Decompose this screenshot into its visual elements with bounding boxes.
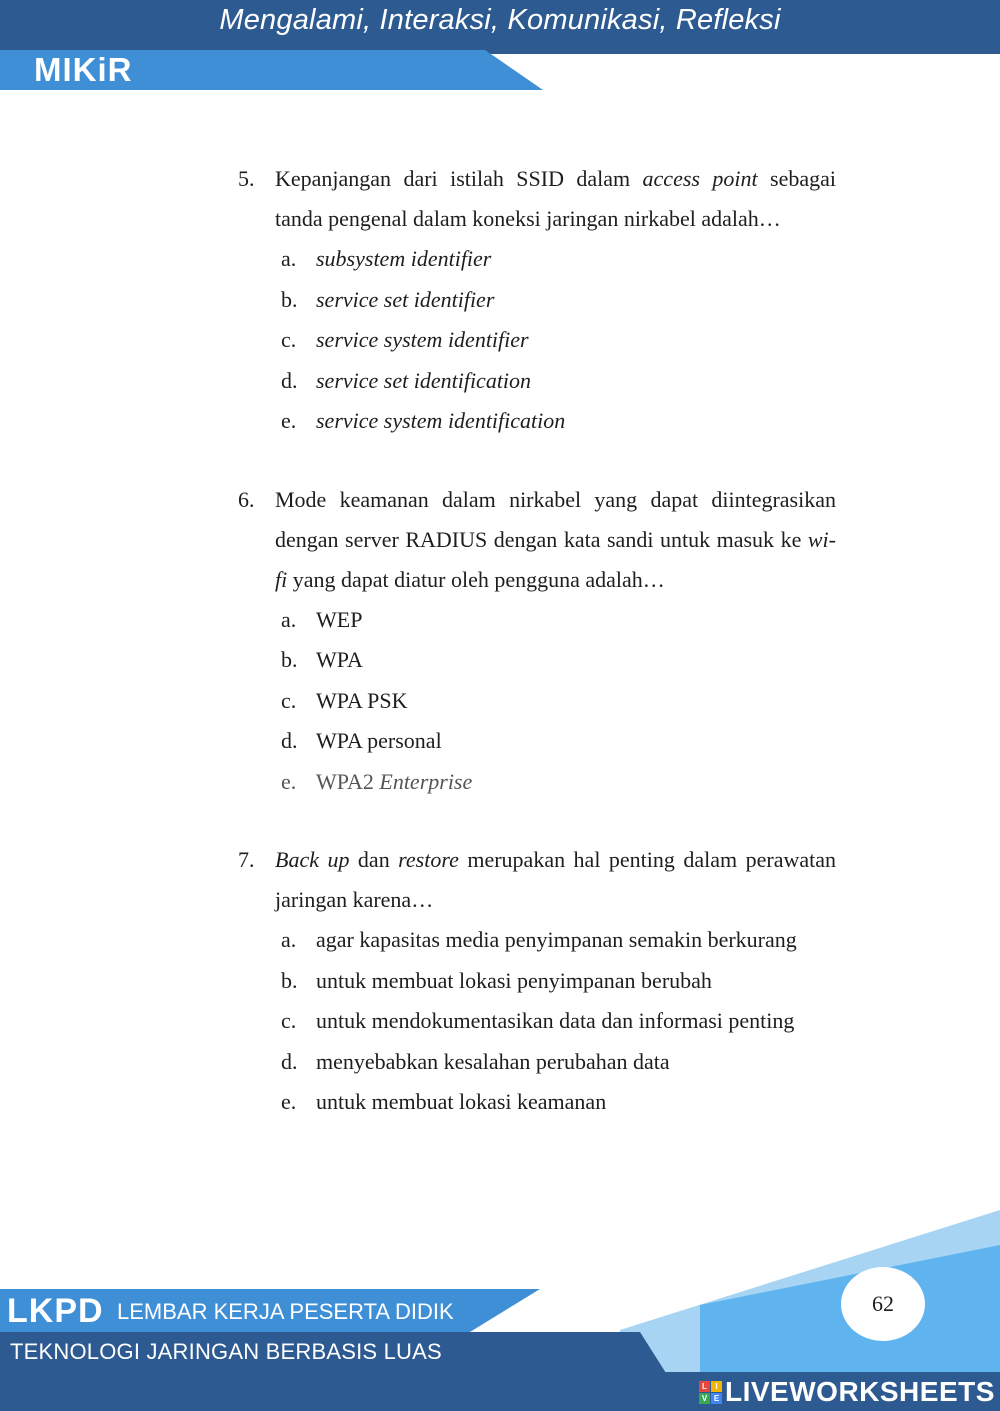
question-6	[238, 480, 836, 803]
option-letter: c.	[281, 687, 297, 713]
question-7	[238, 840, 836, 1123]
question-text-part: Mode keamanan dalam nirkabel yang dapat diintegrasikan dengan server RADIUS dengan kata sandi untuk masuk ke	[275, 486, 836, 552]
answer-option[interactable]	[238, 721, 836, 762]
section-label: MIKiR	[34, 51, 133, 88]
answer-option[interactable]	[238, 762, 836, 803]
question-text	[238, 159, 836, 239]
question-text	[238, 480, 836, 600]
question-text-part: Back up	[275, 847, 350, 872]
logo-tile: V	[699, 1393, 710, 1404]
lkpd-full-label: LEMBAR KERJA PESERTA DIDIK	[117, 1299, 454, 1324]
question-text-part: restore	[398, 847, 459, 872]
answer-option[interactable]	[238, 361, 836, 402]
answer-option[interactable]	[238, 1082, 836, 1123]
answer-option[interactable]	[238, 600, 836, 641]
option-letter: c.	[281, 327, 297, 352]
question-text-part: access point	[642, 166, 758, 191]
option-text: service system identifier	[316, 327, 529, 352]
header-tagline: Mengalami, Interaksi, Komunikasi, Refleksi	[219, 4, 781, 36]
question-text-part: wi-fi	[275, 526, 836, 592]
option-text: WEP	[316, 606, 363, 632]
answer-option[interactable]	[238, 401, 836, 442]
option-letter: d.	[281, 367, 298, 393]
option-text: WPA PSK	[316, 687, 408, 713]
option-text: subsystem identifier	[316, 246, 492, 271]
answer-option[interactable]	[238, 1001, 836, 1042]
answer-option[interactable]	[238, 961, 836, 1002]
option-letter: b.	[281, 967, 298, 993]
question-text	[238, 840, 836, 920]
option-text: service set identifier	[316, 286, 495, 312]
answer-option[interactable]	[238, 681, 836, 722]
option-text: WPA personal	[316, 728, 442, 753]
option-text: menyebabkan kesalahan perubahan data	[316, 1048, 670, 1074]
question-text-part: merupakan hal penting dalam perawatan jaringan karena…	[275, 847, 836, 912]
answer-options	[238, 600, 836, 803]
answer-option[interactable]	[238, 640, 836, 681]
liveworksheets-logo[interactable]	[699, 1376, 995, 1408]
option-letter: c.	[281, 1008, 297, 1033]
option-letter: d.	[281, 728, 298, 753]
logo-tile: I	[711, 1381, 722, 1392]
option-text: WPA2	[316, 768, 380, 794]
liveworksheets-icon	[699, 1381, 722, 1404]
option-text: service set identification	[316, 367, 532, 393]
question-number: 7.	[238, 847, 255, 872]
question-text-part: Kepanjangan dari istilah SSID dalam	[275, 166, 643, 191]
lkpd-label: LKPD	[7, 1292, 104, 1330]
question-text-part: sebagai tanda pengenal dalam koneksi jaringan nirkabel adalah…	[275, 166, 836, 231]
question-5	[238, 159, 836, 442]
option-text: untuk membuat lokasi penyimpanan berubah	[316, 967, 712, 993]
answer-options	[238, 239, 836, 442]
liveworksheets-text: LIVEWORKSHEETS	[725, 1376, 995, 1407]
answer-option[interactable]	[238, 1042, 836, 1083]
answer-option[interactable]	[238, 320, 836, 361]
option-text: WPA	[316, 647, 363, 672]
question-text-part: dan	[349, 847, 399, 872]
question-number: 5.	[238, 166, 255, 191]
option-text: untuk mendokumentasikan data dan informasi penting	[316, 1008, 795, 1033]
logo-tile: L	[699, 1381, 710, 1392]
question-list	[238, 159, 836, 1161]
option-letter: e.	[281, 768, 297, 794]
answer-option[interactable]	[238, 920, 836, 961]
question-text-part: yang dapat diatur oleh pengguna adalah…	[287, 566, 665, 592]
option-text: Enterprise	[379, 768, 473, 794]
option-letter: e.	[281, 408, 297, 433]
option-letter: b.	[281, 647, 298, 672]
answer-options	[238, 920, 836, 1123]
answer-option[interactable]	[238, 280, 836, 321]
page-number: 62	[841, 1267, 925, 1341]
course-title: TEKNOLOGI JARINGAN BERBASIS LUAS	[10, 1339, 442, 1364]
question-number: 6.	[238, 486, 255, 512]
logo-tile: E	[711, 1393, 722, 1404]
option-text: service system identification	[316, 408, 566, 433]
option-letter: e.	[281, 1089, 297, 1114]
option-text: untuk membuat lokasi keamanan	[316, 1089, 607, 1114]
option-letter: a.	[281, 246, 297, 271]
option-letter: a.	[281, 927, 297, 952]
option-text: agar kapasitas media penyimpanan semakin berkurang	[316, 927, 797, 952]
answer-option[interactable]	[238, 239, 836, 280]
option-letter: a.	[281, 606, 297, 632]
option-letter: b.	[281, 286, 298, 312]
option-letter: d.	[281, 1048, 298, 1074]
